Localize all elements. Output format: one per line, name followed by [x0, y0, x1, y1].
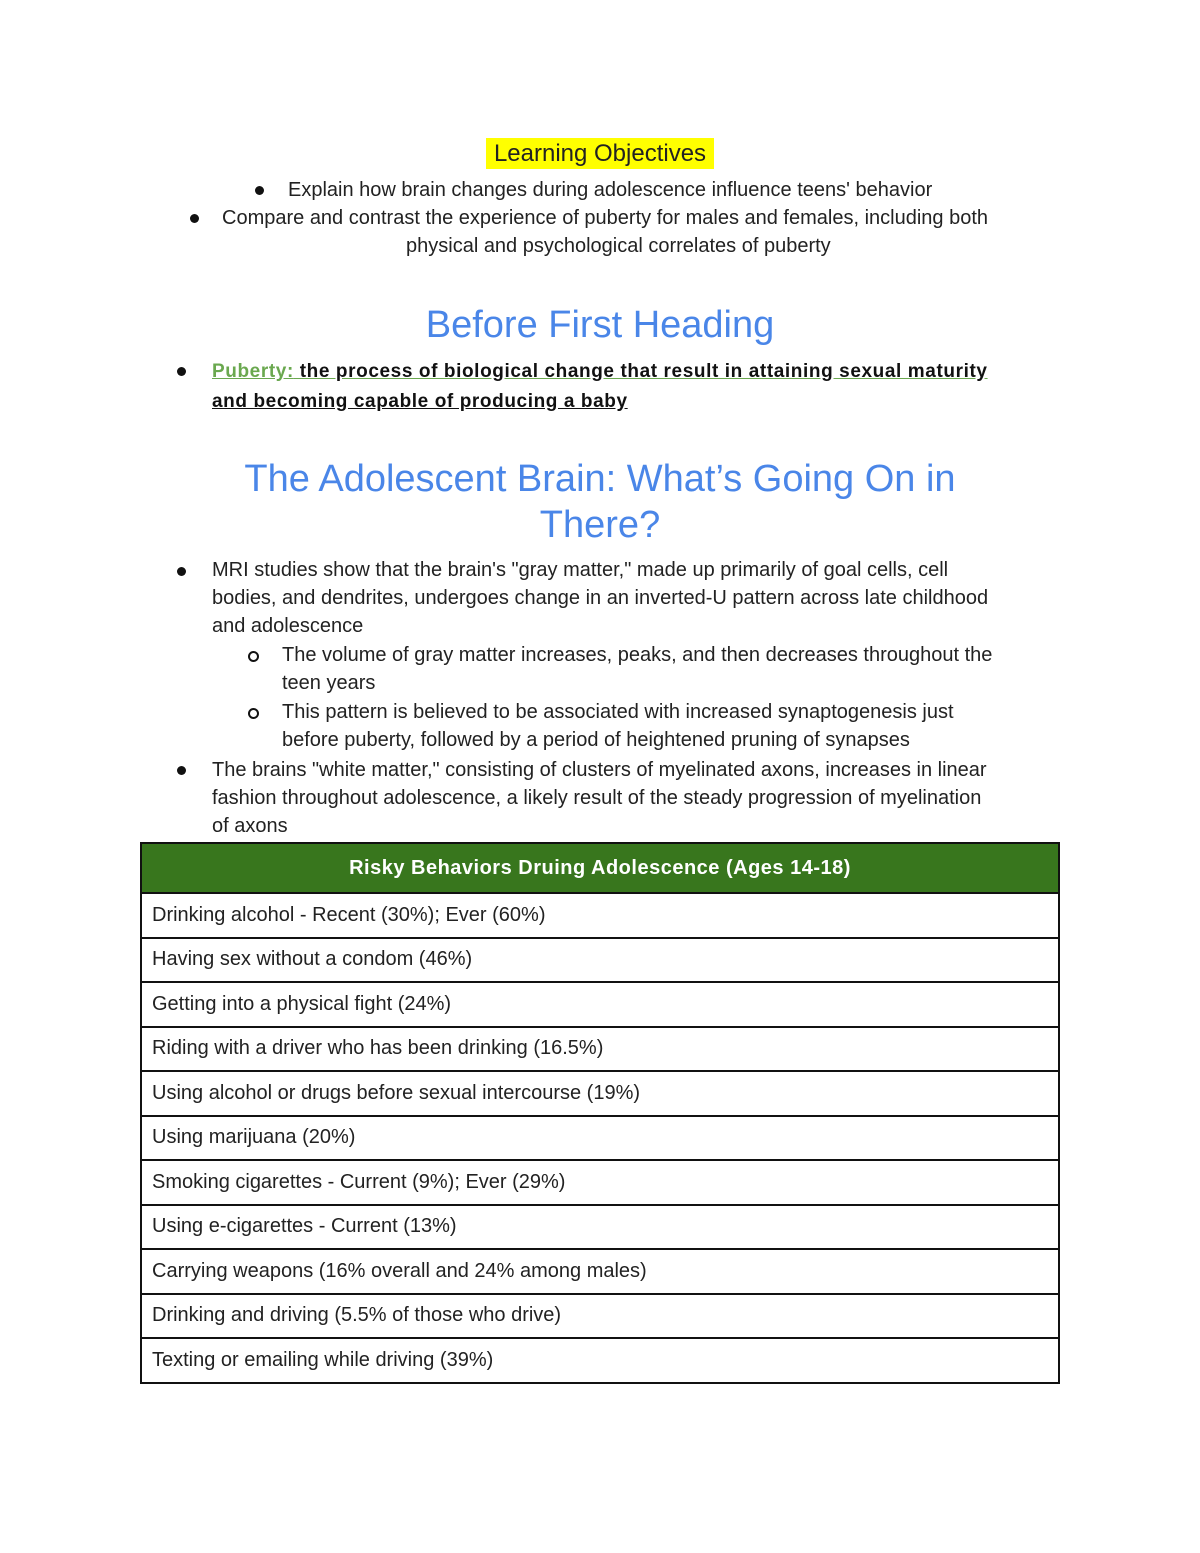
bullet-line: This pattern is believed to be associated with increased synaptogenesis just [282, 701, 954, 723]
table-cell: Drinking and driving (5.5% of those who drive) [141, 1294, 1059, 1339]
bullet-line: teen years [282, 672, 376, 694]
table-row [141, 893, 1059, 938]
bullet-dot-icon [255, 186, 264, 195]
table-cell: Getting into a physical fight (24%) [141, 982, 1059, 1027]
section-heading-adolescent-brain [0, 456, 1200, 548]
bullet-dot-icon [177, 766, 186, 775]
bullet-line: bodies, and dendrites, undergoes change in an inverted-U pattern across late childhood [212, 587, 989, 609]
heading-line: There? [539, 504, 661, 546]
puberty-definition-continuation: and becoming capable of producing a baby [212, 391, 628, 412]
bullet-dot-icon [190, 214, 199, 223]
table-row [141, 982, 1059, 1027]
white-matter-bullet [212, 756, 987, 840]
synaptogenesis-sub-bullet [282, 698, 954, 754]
bullet-dot-icon [177, 567, 186, 576]
table-row [141, 1249, 1059, 1294]
objective-item-continuation: physical and psychological correlates of puberty [406, 235, 831, 257]
bullet-line: fashion throughout adolescence, a likely result of the steady progression of myelination [212, 787, 982, 809]
table-cell: Using alcohol or drugs before sexual intercourse (19%) [141, 1071, 1059, 1116]
bullet-line: The brains "white matter," consisting of clusters of myelinated axons, increases in linear [212, 759, 987, 781]
puberty-definition [212, 357, 988, 387]
table-header: Risky Behaviors Druing Adolescence (Ages 14-18) [141, 843, 1059, 893]
section-heading-before-first: Before First Heading [425, 304, 775, 346]
sub-bullet-circle-icon [248, 651, 259, 662]
table-cell: Having sex without a condom (46%) [141, 938, 1059, 983]
table-cell: Using marijuana (20%) [141, 1116, 1059, 1161]
gray-matter-sub-bullet [282, 641, 992, 697]
bullet-line: MRI studies show that the brain's "gray matter," made up primarily of goal cells, cell [212, 559, 949, 581]
bullet-line: The volume of gray matter increases, peaks, and then decreases throughout the [282, 644, 993, 666]
table-row [141, 1027, 1059, 1072]
bullet-dot-icon [177, 367, 186, 376]
heading-line: The Adolescent Brain: What’s Going On in [244, 458, 956, 500]
sub-bullet-circle-icon [248, 708, 259, 719]
table-row [141, 1116, 1059, 1161]
table-row [141, 1205, 1059, 1250]
objective-item: Compare and contrast the experience of puberty for males and females, including both [222, 207, 988, 229]
puberty-term: Puberty: [212, 361, 294, 382]
table-row [141, 1338, 1059, 1383]
table-row [141, 938, 1059, 983]
table-cell: Riding with a driver who has been drinking (16.5%) [141, 1027, 1059, 1072]
bullet-line: of axons [212, 815, 288, 837]
bullet-line: before puberty, followed by a period of heightened pruning of synapses [282, 729, 910, 751]
bullet-line: and adolescence [212, 615, 364, 637]
learning-objectives-title: Learning Objectives [0, 140, 1200, 168]
gray-matter-bullet [212, 556, 988, 640]
table-cell: Using e-cigarettes - Current (13%) [141, 1205, 1059, 1250]
risky-behaviors-table [140, 842, 1060, 1384]
table-cell: Drinking alcohol - Recent (30%); Ever (60%) [141, 893, 1059, 938]
table-row [141, 1294, 1059, 1339]
puberty-definition-text: the process of biological change that result in attaining sexual maturity [293, 361, 988, 382]
table-cell: Texting or emailing while driving (39%) [141, 1338, 1059, 1383]
table-cell: Smoking cigarettes - Current (9%); Ever (29%) [141, 1160, 1059, 1205]
table-row [141, 1160, 1059, 1205]
table-row [141, 1071, 1059, 1116]
objective-item: Explain how brain changes during adolescence influence teens' behavior [288, 179, 933, 201]
table-cell: Carrying weapons (16% overall and 24% among males) [141, 1249, 1059, 1294]
